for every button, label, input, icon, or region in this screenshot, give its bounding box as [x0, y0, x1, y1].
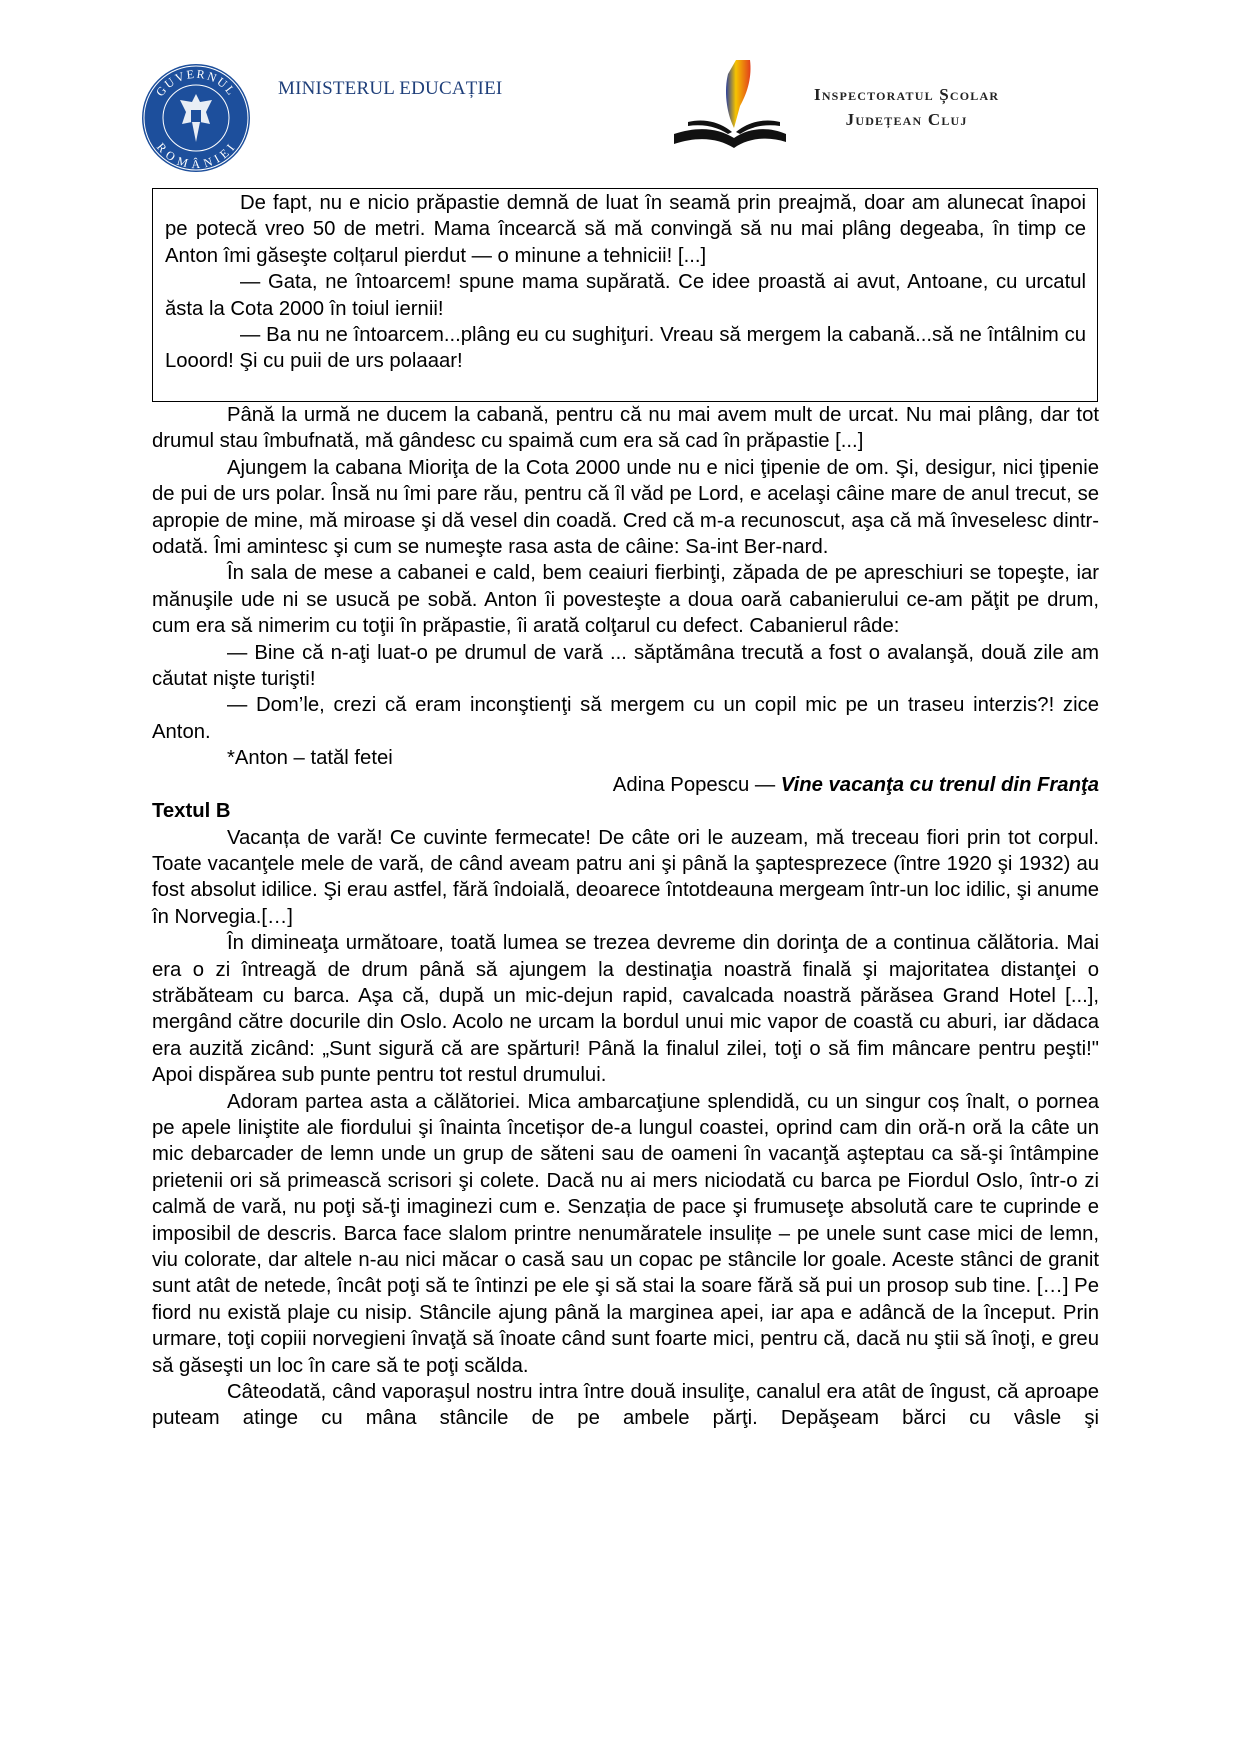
isj-line-2: Județean Cluj — [845, 110, 968, 129]
text-a-paragraph: Ajungem la cabana Mioriţa de la Cota 2000 unde nu e nici ţipenie de om. Şi, desigur, nici ţipenie de pui de urs polar. Însă nu îmi pare rău, pentru că îl văd pe Lord, e acelaşi câine mare de anul trecut, se apropie de mine, mă miroase şi dă vesel din coadă. Cred că m-a recunoscut, aşa că mă înveselesc dintr-odată. Îmi amintesc şi cum se numeşte rasa asta de câine: Sa-int Ber-nard. — [152, 456, 1099, 559]
text-b-paragraph: Câteodată, când vaporaşul nostru intra între două insuliţe, canalul era atât de îngust, că aproape puteam atinge cu mâna stâncile de pe ambele părţi. Depăşeam bărci cu vâsle şi — [152, 1381, 1099, 1430]
isj-name — [814, 82, 999, 132]
text-a-paragraph: Până la urmă ne ducem la cabană, pentru că nu mai avem mult de urcat. Nu mai plâng, dar tot drumul stau îmbufnată, mă gândesc cu spaimă cum era să cad în prăpastie [...] — [152, 404, 1099, 453]
ministry-name: MINISTERUL EDUCAȚIEI — [278, 78, 503, 99]
box-paragraph: — Gata, ne întoarcem! spune mama supărată. Ce idee proastă ai avut, Antoane, cu urcatul ăsta la Cota 2000 în toiul iernii! — [165, 271, 1086, 320]
source-citation — [152, 772, 1099, 798]
svg-text:ROMÂNIEI: ROMÂNIEI — [153, 139, 239, 172]
text-b-heading: Textul B — [152, 800, 231, 823]
isj-book-pen-logo — [668, 56, 788, 156]
text-a-paragraph: — Dom’le, crezi că eram inconştienţi să mergem cu un copil mic pe un traseu interzis?! zice Anton. — [152, 694, 1099, 743]
footnote: *Anton – tatăl fetei — [227, 747, 393, 770]
boxed-excerpt — [152, 188, 1098, 402]
text-b-paragraph: Vacanța de vară! Ce cuvinte fermecate! De câte ori le auzeam, mă treceau fiori prin tot corpul. Toate vacanţele mele de vară, de când aveam patru ani şi până la şaptesprezece (între 1920 şi 1932) au fost absolut idilice. Şi erau astfel, fără îndoială, deoarece întotdeauna mergeam într-un loc idilic, şi anume în Norvegia.[…] — [152, 826, 1099, 928]
isj-line-1: Inspectoratul Școlar — [814, 85, 1000, 104]
text-b-paragraph: În dimineaţa următoare, toată lumea se trezea devreme din dorinţa de a continua călătoria. Mai era o zi întreagă de drum până să ajungem la destinaţia noastră finală şi majoritatea distanţei o străbăteam cu barca. Aşa că, după un mic-dejun rapid, cavalcada noastră părăsea Grand Hotel [...], mergând către docurile din Oslo. Acolo ne urcam la bordul unui mic vapor de coastă cu aburi, iar dădaca era auzită zicând: „Sunt sigură că are spărturi! Până la finalul zilei, toţi o să fim mâncare pentru peşti!" Apoi dispărea sub punte pentru tot restul drumului. — [152, 932, 1099, 1087]
text-b-paragraph: Adoram partea asta a călătoriei. Mica ambarcaţiune splendidă, cu un singur coș înalt, o pornea pe apele liniştite ale fiordului şi înainta încetișor de-a lungul coastei, oprind cam din oră-n oră la câte un mic debarcader de lemn unde un grup de săteni sau de oameni în vacanţă aşteptau ca să-şi întâmpine prietenii ori să primească scrisori şi colete. Dacă nu ai mers niciodată cu barca pe Fiordul Oslo, într-o zi calmă de vară, nu poţi să-ţi imaginezi cum e. Senzația de pace şi frumuseţe absolută care te cuprinde e imposibil de descris. Barca face slalom printre nenumăratele insulițe – pe unele sunt case mici de lemn, viu colorate, dar altele n-au nici măcar o casă sau un copac pe stâncile lor goale. Aceste stânci de granit sunt atât de netede, încât poţi să te întinzi pe ele şi să stai la soare fără să pui un prosop sub tine. […] Pe fiord nu există plaje cu nisip. Stâncile ajung până la marginea apei, iar apa e adâncă de la început. Prin urmare, toţi copiii norvegieni învaţă să înoate când sunt foarte mici, pentru că, dacă nu ştii să înoţi, e greu să găseşti un loc în care să te poţi scălda. — [152, 1090, 1099, 1377]
main-text — [152, 402, 1099, 1432]
svg-text:GUVERNUL: GUVERNUL — [152, 66, 240, 100]
box-paragraph: De fapt, nu e nicio prăpastie demnă de luat în seamă prin preajmă, doar am alunecat înapoi pe potecă vreo 50 de metri. Mama încearcă să mă convingă să nu mai plâng degeaba, în timp ce Anton îmi găseşte colțarul pierdut — o minune a tehnicii! [...] — [165, 192, 1086, 267]
box-paragraph: — Ba nu ne întoarcem...plâng eu cu sughiţuri. Vreau să mergem la cabană...să ne întâlnim cu Looord! Şi cu puii de urs polaaar! — [165, 324, 1086, 373]
text-a-paragraph: — Bine că n-aţi luat-o pe drumul de vară ... săptămâna trecută a fost o avalanşă, două zile am căutat nişte turişti! — [152, 641, 1099, 691]
government-seal-logo — [140, 62, 252, 174]
source-title: Vine vacanţa cu trenul din Franţa — [780, 773, 1099, 796]
source-author: Adina Popescu — — [612, 773, 776, 796]
text-a-paragraph: În sala de mese a cabanei e cald, bem ceaiuri fierbinţi, zăpada de pe apreschiuri se topeşte, iar mănuşile ude ni se usucă pe sobă. Anton îi povesteşte a doua oară cabanierului ce-am păţit pe drum, cum era să nimerim cu toţii în prăpastie, îi arată colţarul cu defect. Cabanierul râde: — [152, 562, 1099, 638]
